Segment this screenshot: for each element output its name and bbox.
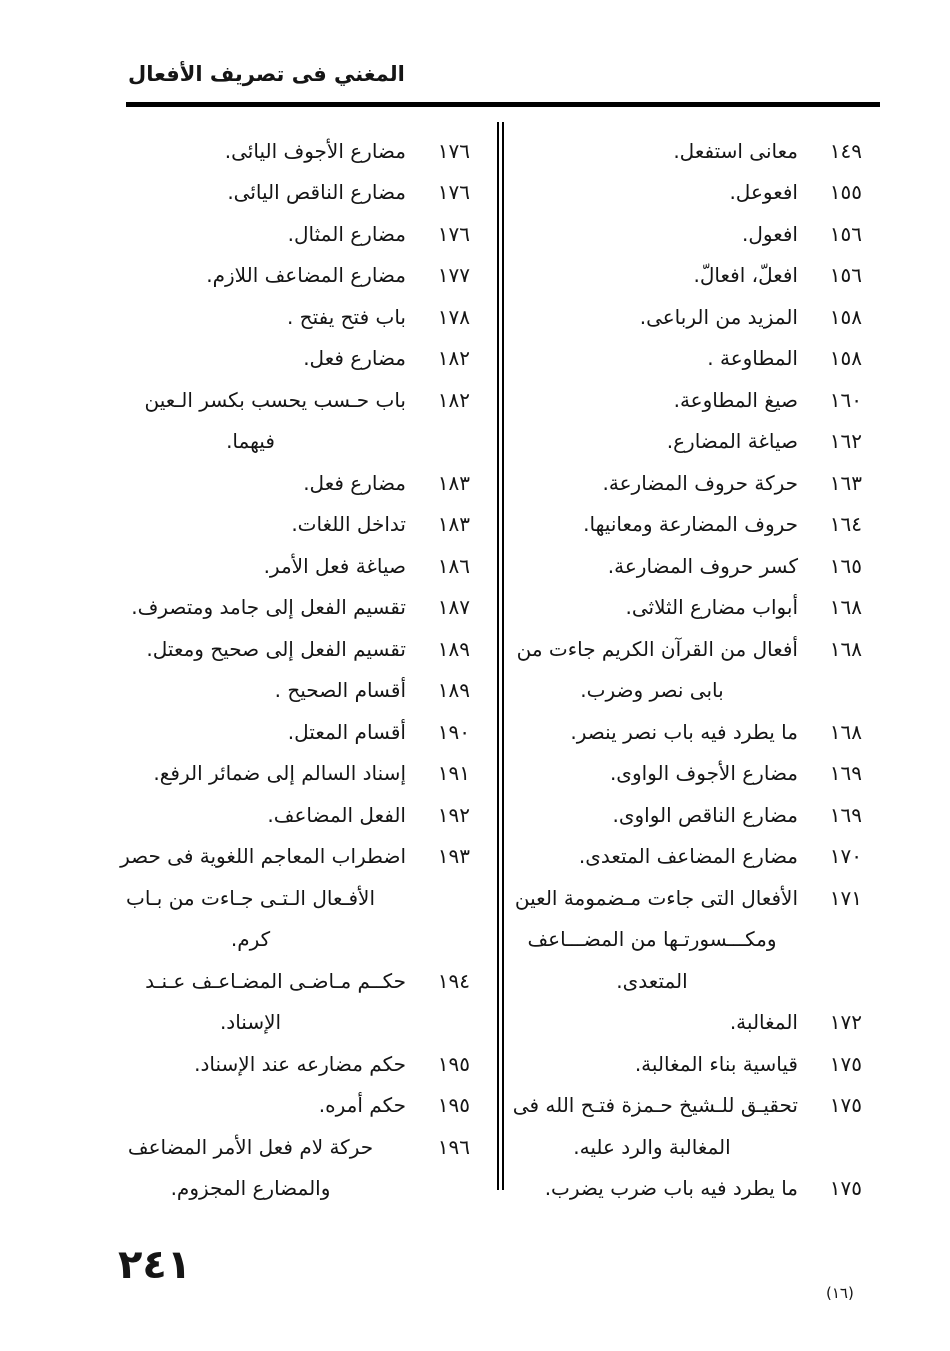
toc-entry-continuation-row	[506, 1126, 862, 1168]
entry-page-number: ١٩٦	[437, 1134, 470, 1159]
entry-page-number: ١٩٢	[437, 802, 470, 827]
entry-page-number: ١٩٥	[437, 1051, 470, 1076]
entry-page-number: ١٩٤	[437, 968, 470, 993]
toc-entry-continuation-row	[506, 919, 862, 961]
toc-entry-row	[506, 504, 862, 546]
toc-entry-continuation-row	[95, 877, 470, 919]
toc-entry-row	[95, 172, 470, 214]
entry-title-line: حركة حروف المضارعة.	[602, 470, 798, 495]
toc-entry-continuation-row	[506, 960, 862, 1002]
entry-page-number: ١٩٣	[437, 844, 470, 869]
entry-page-number: ١٨٣	[437, 512, 470, 537]
entry-page-number: ١٦٩	[829, 761, 862, 786]
toc-entry-row	[506, 1168, 862, 1210]
toc-entry-row	[506, 711, 862, 753]
entry-title-line: افعلّ، افعالّ.	[693, 263, 798, 288]
toc-entry-row	[506, 379, 862, 421]
toc-entry-row	[95, 753, 470, 795]
entry-title-line: مضارع المثال.	[287, 221, 406, 246]
entry-page-number: ١٦٤	[829, 512, 862, 537]
entry-title-line: أبواب مضارع الثلاثى.	[625, 595, 798, 620]
toc-entry-row	[95, 545, 470, 587]
toc-entry-row	[506, 296, 862, 338]
toc-entry-continuation-row	[95, 1168, 470, 1210]
toc-entry-row	[506, 1043, 862, 1085]
entry-title-line: فيهما.	[226, 429, 275, 454]
entry-page-number: ١٧٥	[829, 1093, 862, 1118]
entry-page-number: ١٧٧	[437, 263, 470, 288]
entry-title-line: المزيد من الرباعى.	[639, 304, 798, 329]
toc-entry-continuation-row	[95, 1002, 470, 1044]
entry-page-number: ١٧٠	[829, 844, 862, 869]
toc-entry-row	[95, 1085, 470, 1127]
entry-page-number: ١٧٥	[829, 1176, 862, 1201]
toc-entry-row	[95, 628, 470, 670]
entry-title-line: تقسيم الفعل إلى جامد ومتصرف.	[131, 595, 406, 620]
entry-page-number: ١٦٩	[829, 802, 862, 827]
entry-title-line: اضطراب المعاجم اللغوية فى حصر	[120, 844, 406, 869]
entry-title-line: أقسام الصحيح .	[274, 678, 406, 703]
entry-title-line: والمضارع المجزوم.	[170, 1176, 331, 1201]
entry-page-number: ١٦٨	[829, 719, 862, 744]
entry-page-number: ١٥٦	[829, 263, 862, 288]
entry-title-line: المغالبة.	[729, 1010, 798, 1035]
entry-page-number: ١٩٥	[437, 1093, 470, 1118]
toc-entry-row	[95, 960, 470, 1002]
toc-entry-row	[506, 462, 862, 504]
toc-column-left	[95, 130, 470, 1209]
toc-entry-row	[506, 213, 862, 255]
signature-number: (١٦)	[826, 1284, 854, 1302]
entry-title-line: حكــم مـاضـى المضـاعـف عـنـد	[145, 968, 406, 993]
entry-page-number: ١٦٨	[829, 636, 862, 661]
entry-title-line: ومكـــسورتـها من المضـــاعف	[527, 927, 777, 952]
entry-title-line: قياسية بناء المغالبة.	[634, 1051, 798, 1076]
toc-entry-continuation-row	[506, 670, 862, 712]
page-number: ٢٤١	[118, 1242, 192, 1288]
toc-entry-row	[95, 670, 470, 712]
entry-title-line: الأفـعال الـتـى جـاءت من بـاب	[126, 885, 375, 910]
entry-title-line: صياغة المضارع.	[666, 429, 798, 454]
entry-page-number: ١٨٧	[437, 595, 470, 620]
entry-page-number: ١٨٦	[437, 553, 470, 578]
toc-entry-row	[95, 1043, 470, 1085]
toc-entry-row	[95, 379, 470, 421]
header-rule	[126, 102, 880, 107]
entry-title-line: أقسام المعتل.	[287, 719, 406, 744]
toc-entry-row	[95, 130, 470, 172]
toc-entry-row	[95, 255, 470, 297]
entry-title-line: صياغة فعل الأمر.	[263, 553, 406, 578]
entry-title-line: مضارع الناقص اليائى.	[227, 180, 406, 205]
toc-entry-row	[506, 753, 862, 795]
entry-page-number: ١٦٥	[829, 553, 862, 578]
entry-title-line: ما يطرد فيه باب نصر ينصر.	[570, 719, 798, 744]
entry-title-line: معانى استفعل.	[673, 138, 798, 163]
entry-title-line: تداخل اللغات.	[291, 512, 406, 537]
toc-entry-row	[95, 711, 470, 753]
entry-page-number: ١٧٦	[437, 221, 470, 246]
entry-title-line: إسناد السالم إلى ضمائر الرفع.	[153, 761, 406, 786]
entry-title-line: الإسناد.	[219, 1010, 282, 1035]
entry-page-number: ١٥٥	[829, 180, 862, 205]
toc-entry-row	[506, 1085, 862, 1127]
entry-page-number: ١٦٣	[829, 470, 862, 495]
entry-title-line: حكم مضارعه عند الإسناد.	[194, 1051, 406, 1076]
entry-page-number: ١٨٢	[437, 387, 470, 412]
entry-page-number: ١٩٠	[437, 719, 470, 744]
toc-entry-row	[95, 504, 470, 546]
entry-title-line: مضارع الأجوف الواوى.	[609, 761, 798, 786]
toc-column-right	[506, 130, 862, 1209]
entry-page-number: ١٧٨	[437, 304, 470, 329]
entry-page-number: ١٧١	[829, 885, 862, 910]
entry-title-line: مضارع فعل.	[303, 346, 406, 371]
toc-entry-row	[95, 836, 470, 878]
toc-entry-row	[506, 794, 862, 836]
toc-entry-row	[506, 628, 862, 670]
entry-page-number: ١٧٦	[437, 138, 470, 163]
entry-page-number: ١٤٩	[829, 138, 862, 163]
entry-page-number: ١٦٢	[829, 429, 862, 454]
toc-entry-row	[95, 338, 470, 380]
entry-page-number: ١٨٩	[437, 678, 470, 703]
toc-entry-row	[506, 836, 862, 878]
entry-page-number: ١٧٢	[829, 1010, 862, 1035]
entry-page-number: ١٨٣	[437, 470, 470, 495]
entry-title-line: تقسيم الفعل إلى صحيح ومعتل.	[146, 636, 406, 661]
toc-entry-row	[95, 1126, 470, 1168]
toc-entry-row	[506, 338, 862, 380]
toc-entry-row	[95, 213, 470, 255]
entry-title-line: كسر حروف المضارعة.	[607, 553, 798, 578]
toc-entry-row	[506, 130, 862, 172]
toc-entry-row	[506, 255, 862, 297]
toc-entry-row	[506, 172, 862, 214]
entry-page-number: ١٥٨	[829, 304, 862, 329]
entry-title-line: افعول.	[742, 221, 798, 246]
entry-page-number: ١٦٠	[829, 387, 862, 412]
entry-title-line: ما يطرد فيه باب ضرب يضرب.	[544, 1176, 798, 1201]
entry-title-line: افعوعل.	[729, 180, 798, 205]
entry-title-line: باب حـسب يحسب بكسر الـعين	[144, 387, 406, 412]
entry-title-line: كرم.	[230, 927, 271, 952]
entry-title-line: مضارع المضاعف المتعدى.	[578, 844, 798, 869]
entry-page-number: ١٧٦	[437, 180, 470, 205]
column-divider-double-rule	[497, 122, 504, 1190]
entry-page-number: ١٧٥	[829, 1051, 862, 1076]
toc-entry-row	[506, 587, 862, 629]
entry-title-line: الأفعال التى جاءت مـضمومة العين	[514, 885, 798, 910]
entry-page-number: ١٨٢	[437, 346, 470, 371]
toc-entry-row	[506, 545, 862, 587]
toc-entry-row	[506, 877, 862, 919]
toc-entry-row	[95, 587, 470, 629]
entry-title-line: مضارع المضاعف اللازم.	[206, 263, 406, 288]
entry-title-line: الفعل المضاعف.	[267, 802, 406, 827]
entry-title-line: بابى نصر وضرب.	[580, 678, 724, 703]
toc-entry-row	[506, 1002, 862, 1044]
entry-page-number: ١٨٩	[437, 636, 470, 661]
entry-page-number: ١٦٨	[829, 595, 862, 620]
toc-entry-row	[95, 462, 470, 504]
entry-title-line: المغالبة والرد عليه.	[573, 1134, 731, 1159]
entry-page-number: ١٥٦	[829, 221, 862, 246]
entry-title-line: حروف المضارعة ومعانيها.	[583, 512, 798, 537]
toc-entry-continuation-row	[95, 421, 470, 463]
toc-entry-row	[506, 421, 862, 463]
toc-entry-continuation-row	[95, 919, 470, 961]
entry-page-number: ١٩١	[437, 761, 470, 786]
entry-title-line: مضارع الناقص الواوى.	[612, 802, 798, 827]
entry-title-line: أفعال من القرآن الكريم جاءت من	[516, 636, 798, 661]
toc-entry-row	[95, 296, 470, 338]
entry-title-line: حكم أمره.	[318, 1093, 406, 1118]
entry-title-line: صيغ المطاوعة.	[673, 387, 798, 412]
entry-page-number: ١٥٨	[829, 346, 862, 371]
entry-title-line: مضارع فعل.	[303, 470, 406, 495]
entry-title-line: مضارع الأجوف اليائى.	[224, 138, 406, 163]
entry-title-line: باب فتح يفتح .	[286, 304, 406, 329]
toc-entry-row	[95, 794, 470, 836]
entry-title-line: المتعدى.	[616, 968, 688, 993]
entry-title-line: المطاوعة .	[707, 346, 798, 371]
running-head-title: المغني فى تصريف الأفعال	[128, 62, 405, 86]
entry-title-line: حركة لام فعل الأمر المضاعف	[127, 1134, 374, 1159]
entry-title-line: تحقيـق للـشيخ حـمزة فتـح الله فى	[512, 1093, 798, 1118]
